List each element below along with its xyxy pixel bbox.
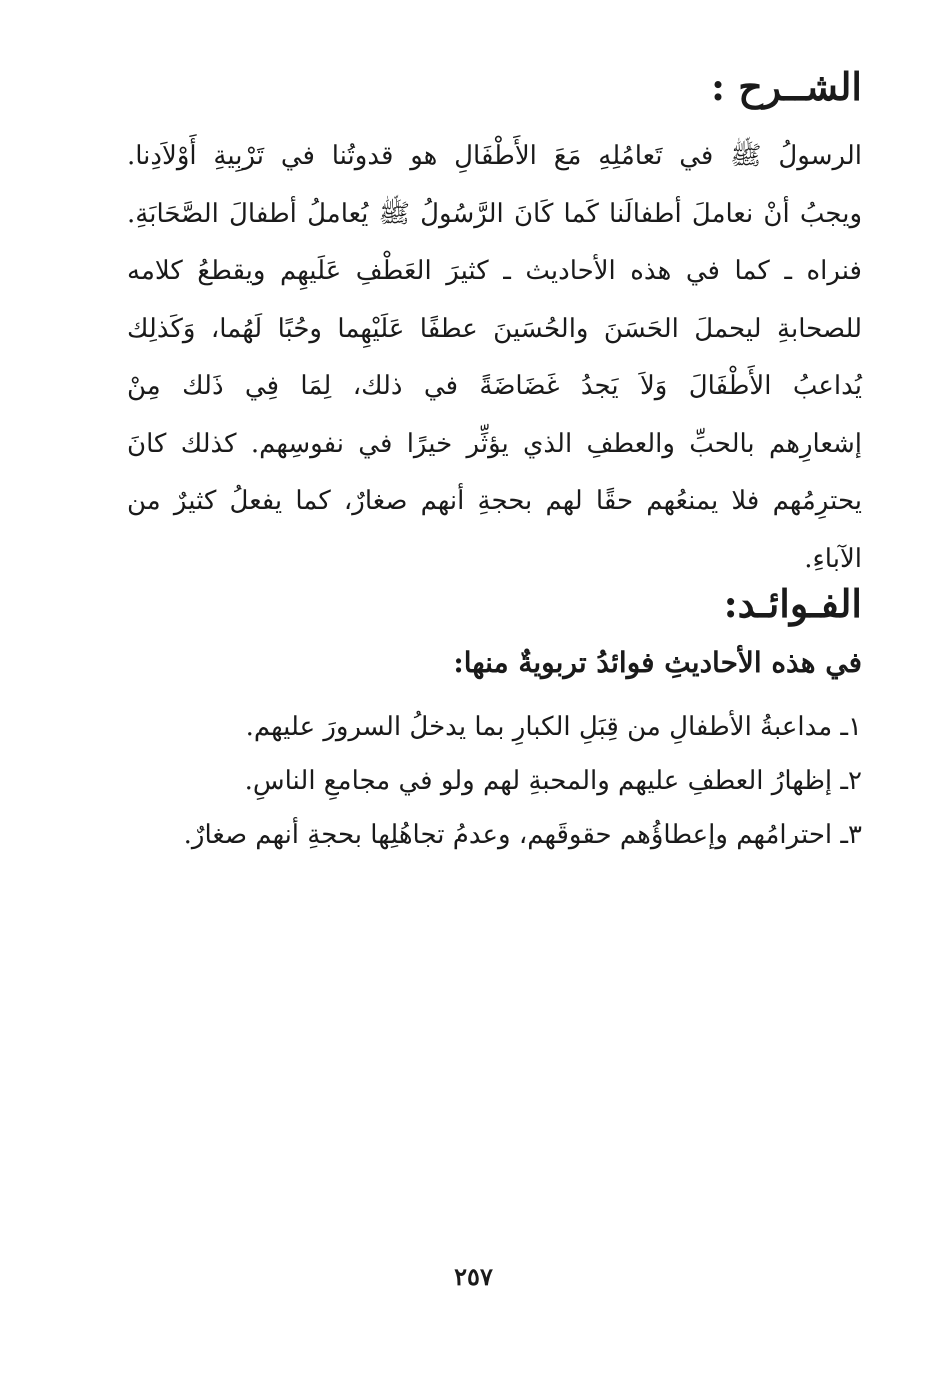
benefit-item: ١ـ مداعبةُ الأطفالِ من قِبَلِ الكبارِ بما يدخلُ السرورَ عليهم. <box>245 712 862 742</box>
page-number: ٢٥٧ <box>454 1262 493 1291</box>
paragraph-line: يُداعبُ الأَطْفَالَ وَلاَ يَجدُ غَضَاضَةً في ذلك، لِمَا فِي ذَلك مِنْ <box>127 371 862 401</box>
paragraph-line: ويجبُ أنْ نعاملَ أطفالَنا كَما كَانَ الرَّسُولُ ﷺ يُعاملُ أطفالَ الصَّحَابَةِ. <box>127 198 862 229</box>
paragraph-line: يحترِمُهم فلا يمنعُهم حقًا لهم بحجةِ أنهم صغارٌ، كما يفعلُ كثيرٌ من <box>127 486 862 516</box>
explanation-paragraph <box>127 128 862 588</box>
benefit-item: ٢ـ إظهارُ العطفِ عليهم والمحبةِ لهم ولو في مجامعِ الناسِ. <box>244 766 862 796</box>
benefit-item: ٣ـ احترامُهم وإعطاؤُهم حقوقَهم، وعدمُ تجاهُلِها بحجةِ أنهم صغارٌ. <box>183 820 862 850</box>
benefits-heading: الفـوائـد: <box>723 581 862 626</box>
paragraph-line: الرسولُ ﷺ في تَعامُلِهِ مَعَ الأَطْفَالِ هو قدوتُنا في تَرْبِيةِ أَوْلاَدِنا. <box>127 141 862 171</box>
paragraph-line: الآباءِ. <box>804 543 862 574</box>
explanation-heading: الشــرح : <box>710 64 862 109</box>
paragraph-line: فنراه ـ كما في هذه الأحاديث ـ كثيرَ العَطْفِ عَلَيهِم ويقطعُ كلامه <box>127 256 862 286</box>
benefits-list <box>127 700 862 862</box>
benefits-intro: في هذه الأحاديثِ فوائدُ تربويةٌ منها: <box>453 646 862 679</box>
paragraph-line: للصحابةِ ليحملَ الحَسَنَ والحُسَينَ عطفًا عَلَيْهِما وحُبًا لَهُما، وَكَذلِك <box>127 313 862 344</box>
paragraph-line: إشعارِهم بالحبِّ والعطفِ الذي يؤثِّر خيرًا في نفوسِهم. كذلك كانَ <box>127 428 862 459</box>
